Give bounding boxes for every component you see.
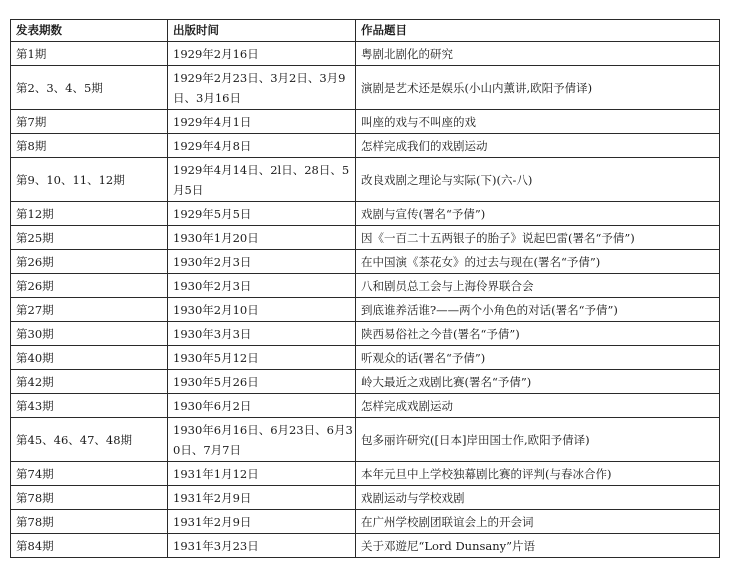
table-row [11,110,720,134]
cell-date: 1930年6月16日、6月23日、6月30日、7月7日 [168,418,356,462]
cell-issue: 第27期 [11,298,168,322]
cell-date: 1931年2月9日 [168,486,356,510]
cell-issue: 第78期 [11,486,168,510]
cell-date: 1930年1月20日 [168,226,356,250]
cell-title: 改良戏剧之理论与实际(下)(六-八) [356,158,720,202]
cell-title: 岭大最近之戏剧比赛(署名“予倩”) [356,370,720,394]
cell-date: 1930年2月3日 [168,274,356,298]
cell-date: 1930年5月26日 [168,370,356,394]
cell-date: 1929年4月8日 [168,134,356,158]
cell-title: 陕西易俗社之今昔(署名“予倩”) [356,322,720,346]
header-title: 作品题目 [356,20,720,42]
cell-issue: 第7期 [11,110,168,134]
table-row [11,134,720,158]
table-row [11,394,720,418]
table-row [11,346,720,370]
cell-title: 听观众的话(署名“予倩”) [356,346,720,370]
cell-title: 在广州学校剧团联谊会上的开会词 [356,510,720,534]
cell-issue: 第45、46、47、48期 [11,418,168,462]
cell-issue: 第1期 [11,42,168,66]
cell-title: 叫座的戏与不叫座的戏 [356,110,720,134]
cell-issue: 第42期 [11,370,168,394]
table-row [11,42,720,66]
table-row [11,298,720,322]
table-row [11,202,720,226]
cell-date: 1931年3月23日 [168,534,356,558]
cell-title: 本年元旦中上学校独幕剧比赛的评判(与春冰合作) [356,462,720,486]
cell-issue: 第30期 [11,322,168,346]
table-row [11,534,720,558]
table-row [11,250,720,274]
cell-issue: 第40期 [11,346,168,370]
table-row [11,226,720,250]
cell-date: 1931年2月9日 [168,510,356,534]
cell-date: 1931年1月12日 [168,462,356,486]
cell-title: 到底谁养活谁?——两个小角色的对话(署名“予倩”) [356,298,720,322]
publication-table-container [10,19,719,558]
cell-title: 因《一百二十五两银子的胎子》说起巴雷(署名“予倩”) [356,226,720,250]
publication-table [10,19,720,558]
table-row [11,158,720,202]
table-row [11,462,720,486]
cell-title: 演剧是艺术还是娱乐(小山内薰讲,欧阳予倩译) [356,66,720,110]
cell-title: 戏剧运动与学校戏剧 [356,486,720,510]
cell-issue: 第9、10、11、12期 [11,158,168,202]
table-header-row [11,20,720,42]
cell-issue: 第84期 [11,534,168,558]
table-row [11,322,720,346]
cell-date: 1930年6月2日 [168,394,356,418]
cell-date: 1929年2月23日、3月2日、3月9日、3月16日 [168,66,356,110]
cell-date: 1930年5月12日 [168,346,356,370]
table-row [11,486,720,510]
cell-issue: 第8期 [11,134,168,158]
cell-issue: 第74期 [11,462,168,486]
cell-title: 关于邓遊尼“Lord Dunsany”片语 [356,534,720,558]
cell-date: 1929年4月1日 [168,110,356,134]
table-row [11,370,720,394]
cell-date: 1929年5月5日 [168,202,356,226]
cell-title: 怎样完成我们的戏剧运动 [356,134,720,158]
cell-issue: 第78期 [11,510,168,534]
cell-title: 怎样完成戏剧运动 [356,394,720,418]
cell-date: 1929年4月14日、2l日、28日、5月5日 [168,158,356,202]
cell-issue: 第12期 [11,202,168,226]
cell-issue: 第26期 [11,274,168,298]
cell-issue: 第26期 [11,250,168,274]
header-issue: 发表期数 [11,20,168,42]
cell-issue: 第43期 [11,394,168,418]
cell-date: 1930年2月3日 [168,250,356,274]
cell-title: 粤剧北剧化的研究 [356,42,720,66]
cell-date: 1930年3月3日 [168,322,356,346]
cell-title: 在中国演《茶花女》的过去与现在(署名“予倩”) [356,250,720,274]
cell-title: 八和剧员总工会与上海伶界联合会 [356,274,720,298]
cell-title: 包多丽许研究([日本]岸田国士作,欧阳予倩译) [356,418,720,462]
table-row [11,66,720,110]
cell-date: 1929年2月16日 [168,42,356,66]
table-row [11,510,720,534]
table-row [11,418,720,462]
header-date: 出版时间 [168,20,356,42]
cell-issue: 第25期 [11,226,168,250]
cell-title: 戏剧与宣传(署名“予倩”) [356,202,720,226]
cell-issue: 第2、3、4、5期 [11,66,168,110]
table-row [11,274,720,298]
cell-date: 1930年2月10日 [168,298,356,322]
